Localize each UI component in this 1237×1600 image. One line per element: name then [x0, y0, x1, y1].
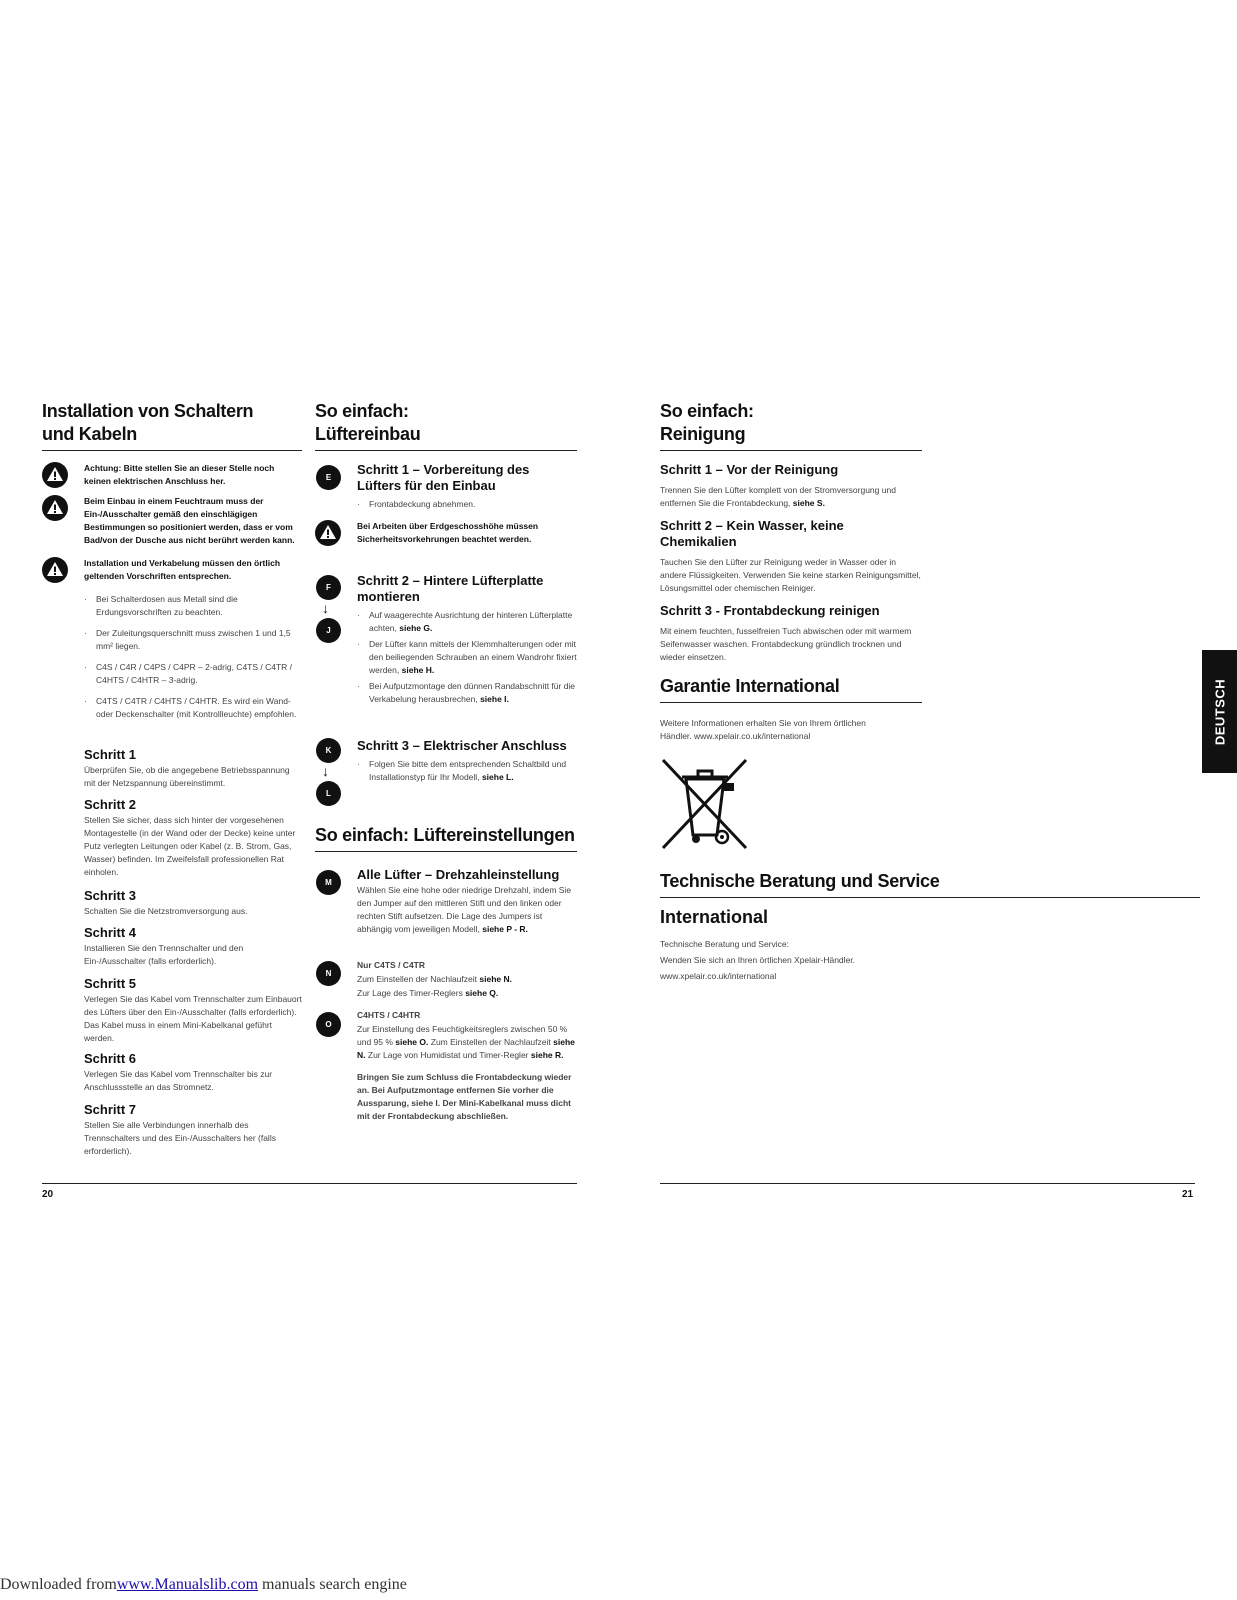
setting-text	[357, 1023, 577, 1062]
fan-install-column	[315, 400, 577, 1121]
step-title: Schritt 1	[84, 747, 137, 762]
figure-reference: siehe G.	[399, 623, 433, 633]
warning-icon	[42, 495, 68, 521]
list-item	[357, 680, 577, 706]
list-item: · C4S / C4R / C4PS / C4PR – 2-adrig, C4TS / C4TR / C4HTS / C4HTR – 3-adrig.	[84, 661, 302, 687]
footer-prefix: Downloaded from	[0, 1576, 117, 1593]
step-title: Schritt 2 – Hintere Lüfterplatte montieren	[357, 573, 544, 604]
service-subtitle: International	[660, 907, 769, 927]
step-text: Tauchen Sie den Lüfter zur Reinigung weder in Wasser oder in andere Flüssigkeiten. Verwenden Sie keine starken Reinigungsmittel, Lösungsmittel oder chemischen Reiniger.	[660, 557, 921, 593]
service-line: Wenden Sie sich an Ihren örtlichen Xpelair-Händler.	[660, 955, 855, 965]
figure-ref-n: N	[316, 961, 341, 986]
warning-icon	[315, 520, 341, 546]
section-title-guarantee: Garantie International	[660, 675, 922, 703]
title-line-2: und Kabeln	[42, 424, 137, 444]
step-text: Überprüfen Sie, ob die angegebene Betriebsspannung mit der Netzspannung übereinstimmt.	[84, 765, 290, 788]
title-line-1: So einfach:	[315, 401, 409, 421]
setting-timer	[357, 959, 577, 1000]
arrow-down-icon: ↓	[322, 763, 329, 779]
figure-reference: siehe N.	[479, 974, 512, 984]
setting-title: Nur C4TS / C4TR	[357, 960, 426, 970]
bullet-text: Folgen Sie bitte dem entsprechenden Schaltbild und Installationstyp für Ihr Modell,	[369, 759, 567, 782]
section-title-cleaning	[660, 400, 922, 451]
step-title: Schritt 1 – Vor der Reinigung	[660, 462, 839, 477]
title-line-2: Reinigung	[660, 424, 746, 444]
requirements-list	[84, 593, 302, 721]
title-line-1: Installation von Schaltern	[42, 401, 254, 421]
step-text	[357, 884, 577, 936]
figure-ref-j: J	[316, 618, 341, 643]
warning-icon	[42, 557, 68, 583]
setting-humidity	[357, 1009, 577, 1123]
step-text: Verlegen Sie das Kabel vom Trennschalter zum Einbauort des Lüfters über den Ein-/Ausschalter (falls erforderlich). Das Kabel muss in einem Mini-Kabelkanal geführt werden.	[84, 994, 302, 1043]
page-divider-right	[660, 1183, 1195, 1184]
install-step-1	[357, 462, 577, 511]
service-info	[660, 938, 1060, 983]
install-step-3	[357, 738, 577, 784]
step-text: Schalten Sie die Netzstromversorgung aus.	[84, 906, 248, 916]
step-2	[84, 797, 302, 879]
step-title: Schritt 5	[84, 976, 137, 991]
setting-text-part: Zur Einstellung des Feuchtigkeitsreglers zwischen 50 % und 95 %	[357, 1024, 568, 1047]
figure-reference: siehe P - R.	[482, 924, 528, 934]
figure-reference: siehe H.	[401, 665, 435, 675]
bullet-text: Auf waagerechte Ausrichtung der hinteren Lüfterplatte achten,	[369, 610, 573, 633]
step-1	[84, 747, 302, 790]
figure-reference: siehe S.	[792, 498, 825, 508]
step-title: Schritt 2 – Kein Wasser, keine Chemikalien	[660, 518, 844, 549]
section-title-fan-settings: So einfach: Lüftereinstellungen	[315, 824, 577, 852]
section-title-installation	[42, 400, 302, 451]
step-title: Schritt 3 – Elektrischer Anschluss	[357, 738, 567, 753]
list-item: · C4TS / C4TR / C4HTS / C4HTR. Es wird ein Wand- oder Deckenschalter (mit Kontrollleuchte) empfohlen.	[84, 695, 302, 721]
step-text-part: Trennen Sie den Lüfter komplett von der Stromversorgung und entfernen Sie die Frontabdeckung,	[660, 485, 896, 508]
step-title: Schritt 1 – Vorbereitung des Lüfters für den Einbau	[357, 462, 530, 493]
language-tab-label: DEUTSCH	[1212, 678, 1227, 745]
service-line: Technische Beratung und Service:	[660, 939, 789, 949]
figure-reference: siehe L.	[481, 772, 514, 782]
warning-icon	[42, 462, 68, 488]
figure-reference: siehe N.	[357, 1037, 575, 1060]
setting-text: Zum Einstellen der Nachlaufzeit	[357, 974, 478, 984]
setting-text-part: Zum Einstellen der Nachlaufzeit	[430, 1037, 551, 1047]
setting-line	[357, 973, 577, 986]
step-bullets	[357, 498, 577, 511]
step-3	[84, 888, 302, 918]
weee-crossed-bin-icon	[660, 757, 750, 851]
setting-text-part: Zur Lage von Humidistat und Timer-Regler	[367, 1050, 529, 1060]
figure-reference: siehe I.	[480, 694, 509, 704]
arrow-down-icon: ↓	[322, 600, 329, 616]
step-text: Stellen Sie sicher, dass sich hinter der vorgesehenen Montagestelle (in der Wand oder der Decke) keine unter Putz verlegten Leitungen oder Kabel (z. B. Strom, Gas, Wasser) befinden. Im Zweifelsfall professionellen Rat einholen.	[84, 815, 296, 877]
figure-ref-o: O	[316, 1012, 341, 1037]
step-7	[84, 1102, 302, 1158]
step-title: Schritt 3 - Frontabdeckung reinigen	[660, 603, 880, 618]
page-divider-left	[42, 1183, 577, 1184]
list-item	[357, 638, 577, 677]
step-text	[660, 484, 922, 510]
page-number-right: 21	[1182, 1189, 1194, 1200]
section-title-fan-install	[315, 400, 577, 451]
guarantee-text: Weitere Informationen erhalten Sie von Ihrem örtlichen Händler. www.xpelair.co.uk/international	[660, 718, 866, 741]
title-line-2: Lüftereinbau	[315, 424, 421, 444]
warning-text: Bei Arbeiten über Erdgeschosshöhe müssen Sicherheitsvorkehrungen beachtet werden.	[357, 521, 539, 544]
figure-reference: siehe R.	[530, 1050, 564, 1060]
step-title: Schritt 3	[84, 888, 137, 903]
service-link[interactable]: www.xpelair.co.uk/international	[660, 971, 777, 981]
figure-ref-m: M	[316, 870, 341, 895]
cleaning-steps	[660, 462, 922, 664]
bullet-text: Bei Aufputzmontage den dünnen Randabschnitt für die Verkabelung herausbrechen,	[369, 681, 576, 704]
setting-speed	[357, 867, 577, 936]
installation-column	[42, 400, 302, 1156]
title-line-1: So einfach:	[660, 401, 754, 421]
figure-reference: siehe O.	[395, 1037, 429, 1047]
setting-line	[357, 987, 577, 1000]
step-bullets	[357, 758, 577, 784]
list-item	[357, 758, 577, 784]
figure-reference: siehe Q.	[465, 988, 499, 998]
step-text: Verlegen Sie das Kabel vom Trennschalter bis zur Anschlussstelle an das Stromnetz.	[84, 1069, 273, 1092]
setting-text: Wählen Sie eine hohe oder niedrige Drehzahl, indem Sie den Jumper auf den mittleren Stift und den linken oder rechten Stift aufsetzen. Die Lage des Jumpers ist abhängig vom jeweiligen Modell,	[357, 885, 572, 934]
step-text: Mit einem feuchten, fusselfreien Tuch abwischen oder mit warmem Seifenwasser waschen. Frontabdeckung gründlich trocknen und wieder einsetzen.	[660, 626, 912, 662]
step-bullets	[357, 609, 577, 706]
install-step-2	[357, 573, 577, 706]
setting-title: C4HTS / C4HTR	[357, 1010, 421, 1020]
final-note: Bringen Sie zum Schluss die Frontabdeckung wieder an. Bei Aufputzmontage entfernen Sie vorher die Aussparung, siehe I. Der Mini-Kabelkanal muss dicht mit der Frontabdeckung abschließen.	[357, 1072, 572, 1121]
footer-suffix: manuals search engine	[262, 1576, 407, 1593]
download-footer	[0, 1576, 407, 1594]
figure-ref-l: L	[316, 781, 341, 806]
cleaning-column	[660, 400, 940, 981]
step-5	[84, 976, 302, 1045]
figure-ref-k: K	[316, 738, 341, 763]
step-text: Stellen Sie alle Verbindungen innerhalb des Trennschalters und des Ein-/Ausschalters her (falls erforderlich).	[84, 1120, 276, 1156]
warning-text: Installation und Verkabelung müssen den örtlich geltenden Vorschriften entsprechen.	[84, 558, 281, 581]
step-title: Schritt 4	[84, 925, 137, 940]
step-6	[84, 1051, 302, 1094]
list-item: · Frontabdeckung abnehmen.	[357, 498, 577, 511]
step-4	[84, 925, 302, 968]
step-title: Alle Lüfter – Drehzahleinstellung	[357, 867, 560, 882]
step-title: Schritt 2	[84, 797, 137, 812]
section-title-service: Technische Beratung und Service	[660, 870, 1200, 898]
list-item	[357, 609, 577, 635]
setting-text: Zur Lage des Timer-Reglers	[357, 988, 463, 998]
list-item: · Der Zuleitungsquerschnitt muss zwischen 1 und 1,5 mm² liegen.	[84, 627, 302, 653]
figure-ref-e: E	[316, 465, 341, 490]
warning-text: Beim Einbau in einem Feuchtraum muss der Ein-/Ausschalter gemäß den einschlägigen Bestimmungen so positioniert werden, dass er vom Bad/von der Dusche aus nicht berührt werden kann.	[84, 496, 295, 545]
step-title: Schritt 6	[84, 1051, 137, 1066]
step-title: Schritt 7	[84, 1102, 137, 1117]
language-tab	[1202, 650, 1237, 773]
step-text: Installieren Sie den Trennschalter und den Ein-/Ausschalter (falls erforderlich).	[84, 943, 244, 966]
warning-text: Achtung: Bitte stellen Sie an dieser Stelle noch keinen elektrischen Anschluss her.	[84, 463, 275, 486]
bullet-text: Der Lüfter kann mittels der Klemmhalterungen oder mit den beiliegenden Schrauben an einem Wandrohr fixiert werden,	[369, 639, 577, 675]
list-item: · Bei Schalterdosen aus Metall sind die Erdungsvorschriften zu beachten.	[84, 593, 302, 619]
figure-ref-f: F	[316, 575, 341, 600]
page-number-left: 20	[42, 1189, 54, 1200]
manualslib-link[interactable]: www.Manualslib.com	[116, 1576, 259, 1593]
